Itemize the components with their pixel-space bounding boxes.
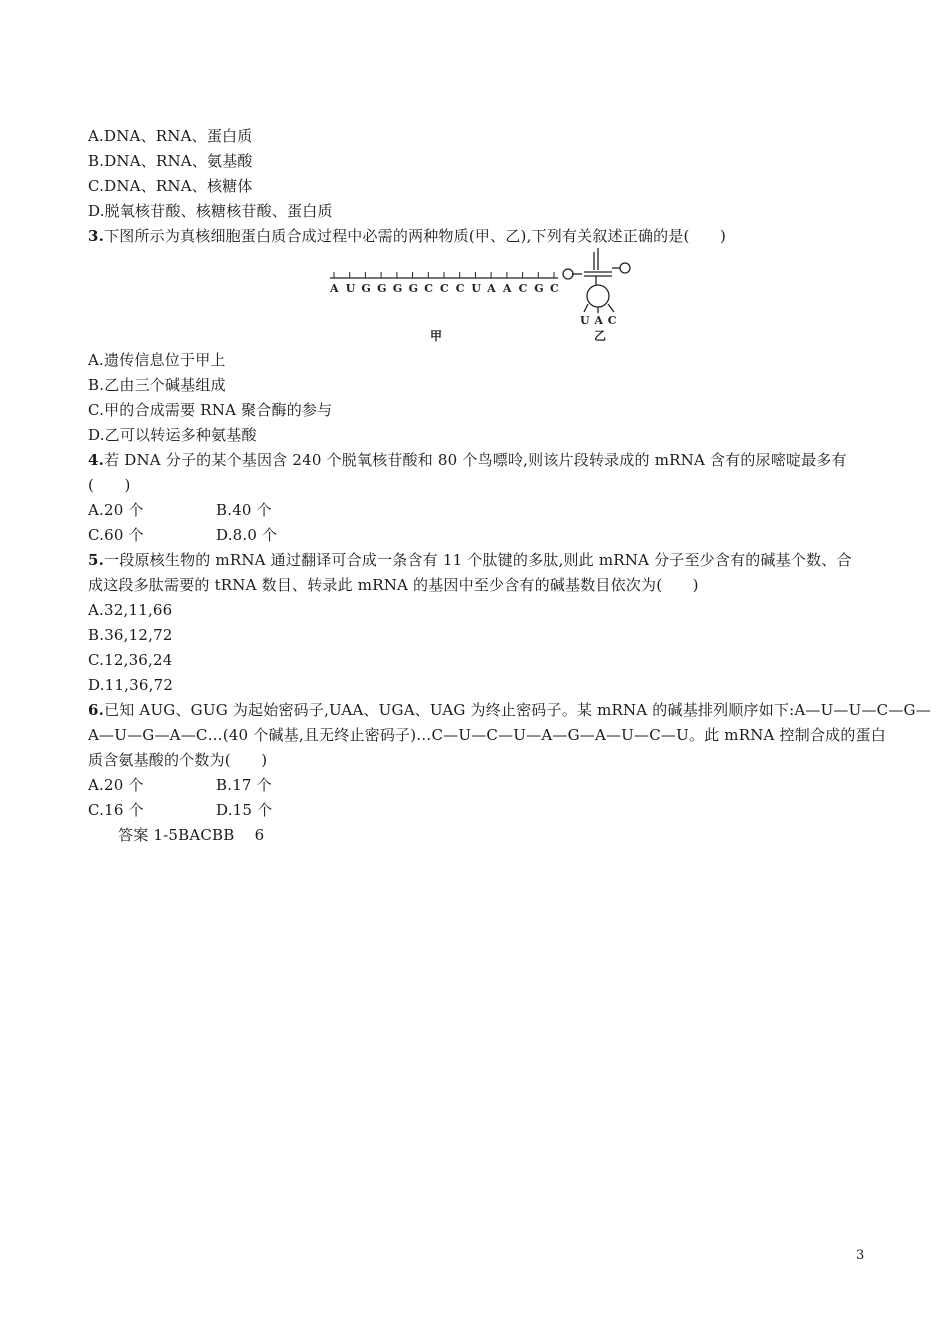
q4-options-row1 <box>88 500 388 520</box>
answer-key: 答案 1-5BACBB 6 <box>118 826 265 844</box>
q6-option-d: D.15 个 <box>216 801 273 819</box>
q3-number: 3. <box>88 227 105 245</box>
q4-stem-line1 <box>88 450 847 470</box>
q4-options-row2 <box>88 525 388 545</box>
q3-option-c: C.甲的合成需要 RNA 聚合酶的参与 <box>88 401 333 419</box>
q5-option-d: D.11,36,72 <box>88 676 174 694</box>
q4-option-a: A.20 个 <box>88 501 144 519</box>
mrna-base: A <box>330 282 340 295</box>
mrna-base: G <box>534 282 545 295</box>
q2-option-a: A.DNA、RNA、蛋白质 <box>88 127 253 145</box>
q5-option-c: C.12,36,24 <box>88 651 173 669</box>
q6-stem-line3: 质含氨基酸的个数为( ) <box>88 751 268 769</box>
mrna-base: C <box>424 282 434 295</box>
mrna-trna-diagram <box>322 246 642 346</box>
q5-number: 5. <box>88 551 105 569</box>
mrna-base: A <box>487 282 497 295</box>
mrna-base: C <box>518 282 528 295</box>
q4-option-d: D.8.0 个 <box>216 526 278 544</box>
q5-stem-text: 一段原核生物的 mRNA 通过翻译可合成一条含有 11 个肽键的多肽,则此 mRNA 分子至少含有的碱基个数、合 <box>104 551 852 569</box>
mrna-ticks <box>334 272 554 278</box>
q6-number: 6. <box>88 701 105 719</box>
mrna-sequence <box>329 282 559 295</box>
q3-option-a: A.遗传信息位于甲上 <box>88 351 226 369</box>
mrna-base: G <box>361 282 372 295</box>
q4-stem-text: 若 DNA 分子的某个基因含 240 个脱氧核苷酸和 80 个鸟嘌呤,则该片段转录成的 mRNA 含有的尿嘧啶最多有 <box>104 451 847 469</box>
q6-options-row1 <box>88 775 388 795</box>
figure-label-yi: 乙 <box>594 329 607 343</box>
q6-stem-text: 已知 AUG、GUG 为起始密码子,UAA、UGA、UAG 为终止密码子。某 mRNA 的碱基排列顺序如下:A—U—U—C—G— <box>104 701 931 719</box>
trna-structure <box>563 248 630 313</box>
q3-option-d: D.乙可以转运多种氨基酸 <box>88 426 257 444</box>
mrna-base: G <box>377 282 388 295</box>
q3-option-b: B.乙由三个碱基组成 <box>88 376 226 394</box>
mrna-base: C <box>455 282 465 295</box>
page-number: 3 <box>856 1248 865 1263</box>
q2-option-d: D.脱氧核苷酸、核糖核苷酸、蛋白质 <box>88 202 333 220</box>
q4-number: 4. <box>88 451 105 469</box>
q4-option-c: C.60 个 <box>88 526 144 544</box>
mrna-base: A <box>502 282 512 295</box>
q3-stem <box>88 226 726 246</box>
mrna-base: U <box>471 282 482 295</box>
q6-options-row2 <box>88 800 388 820</box>
q2-option-b: B.DNA、RNA、氨基酸 <box>88 152 253 170</box>
mrna-base: C <box>440 282 450 295</box>
mrna-base: U <box>345 282 356 295</box>
q3-stem-text: 下图所示为真核细胞蛋白质合成过程中必需的两种物质(甲、乙),下列有关叙述正确的是( ) <box>104 227 727 245</box>
mrna-base: G <box>408 282 419 295</box>
q6-option-b: B.17 个 <box>216 776 272 794</box>
q6-stem-line1 <box>88 700 931 720</box>
mrna-base: C <box>550 282 560 295</box>
q5-option-a: A.32,11,66 <box>88 601 173 619</box>
q6-stem-line2: A—U—G—A—C…(40 个碱基,且无终止密码子)…C—U—C—U—A—G—A—U—C—U。此 mRNA 控制合成的蛋白 <box>88 726 886 744</box>
figure-label-jia: 甲 <box>430 329 443 343</box>
q5-stem-line1 <box>88 550 852 570</box>
mrna-base: G <box>392 282 403 295</box>
q5-stem-line2: 成这段多肽需要的 tRNA 数目、转录此 mRNA 的基因中至少含有的碱基数目依次为( ) <box>88 576 699 594</box>
q6-option-c: C.16 个 <box>88 801 144 819</box>
q6-option-a: A.20 个 <box>88 776 144 794</box>
q5-option-b: B.36,12,72 <box>88 626 173 644</box>
q4-option-b: B.40 个 <box>216 501 272 519</box>
q2-option-c: C.DNA、RNA、核糖体 <box>88 177 253 195</box>
q4-stem-line2: ( ) <box>88 476 131 494</box>
trna-anticodon: U A C <box>580 314 618 327</box>
q3-figure <box>322 246 642 346</box>
